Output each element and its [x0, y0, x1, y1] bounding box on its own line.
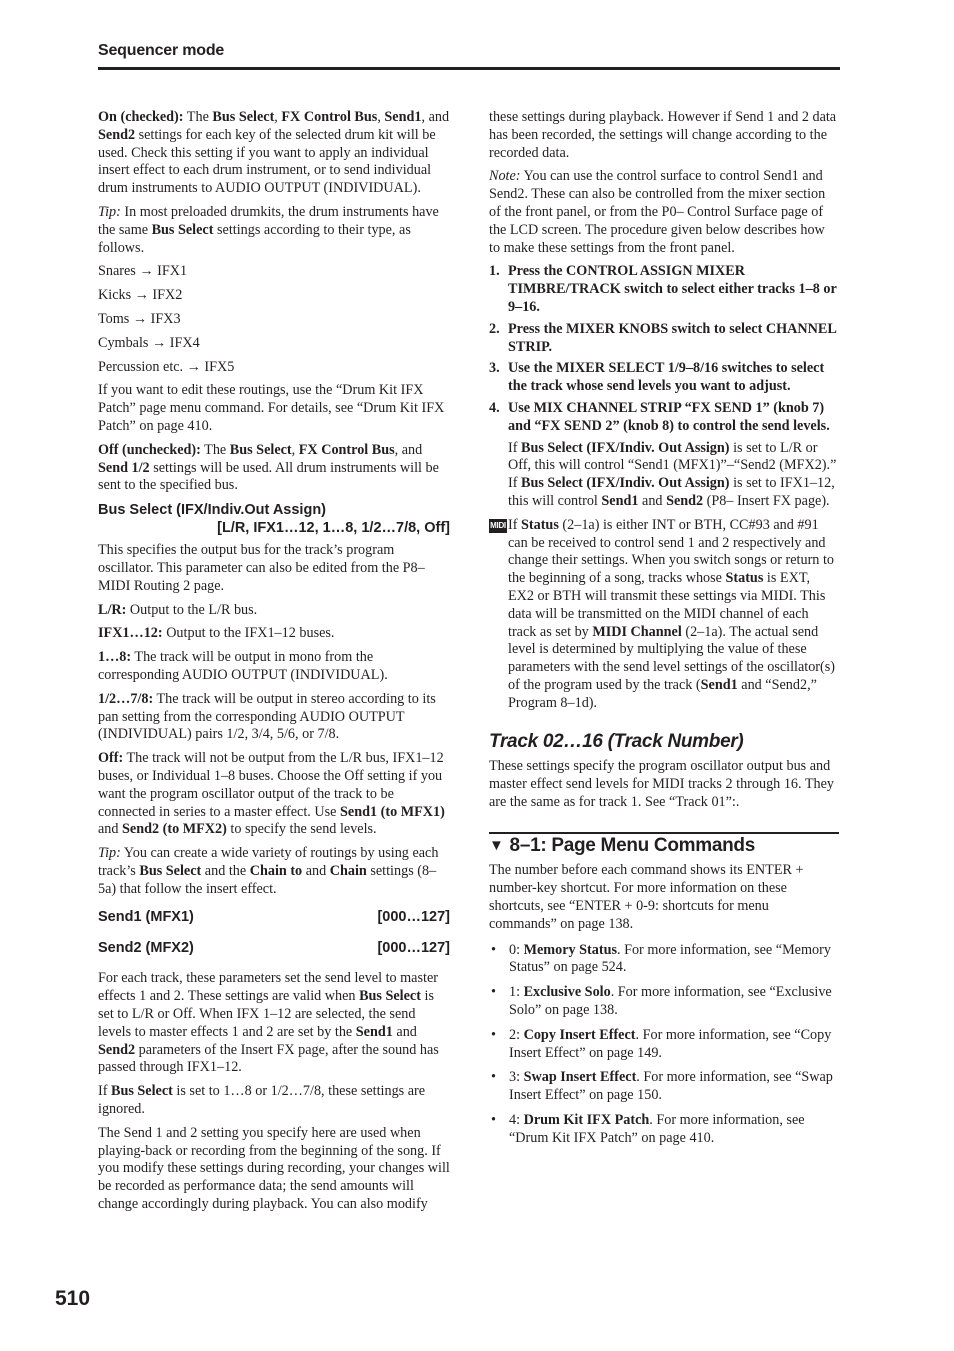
- procedure-step: 3. Use the MIXER SELECT 1/9–8/16 switches to select the track whose send levels you want to adjust.: [489, 360, 825, 395]
- page-number: 510: [55, 1287, 91, 1310]
- track-number-heading: Track 02…16 (Track Number): [489, 730, 744, 752]
- list-item: • 0: Memory Status. For more information, see “Memory Status” on page 524.: [491, 941, 831, 976]
- route-item: Toms → IFX3: [98, 310, 181, 327]
- on-checked-paragraph: On (checked): The Bus Select, FX Control Bus, Send1, and Send2 settings for each key of the selected drum kit will be used. Check this setting if you want to apply an individual insert effect to each drum instrument, or to send individual drum instruments to AUDIO OUTPUT (INDIVIDUAL).: [98, 109, 450, 197]
- track-number-description: These settings specify the program oscillator output bus and master effect send levels for MIDI tracks 2 through 16. They are the same as for track 1. See “Track 01”:.: [489, 758, 834, 810]
- commands-description: The number before each command shows its ENTER + number-key shortcut. For more information on these shortcuts, see “ENTER + 0-9: shortcuts for menu commands” on page 138.: [489, 862, 804, 932]
- page-menu-commands-heading: ▼ 8–1: Page Menu Commands: [489, 832, 839, 855]
- tip-label: Tip:: [98, 203, 121, 220]
- option-lr: L/R: Output to the L/R bus.: [98, 601, 258, 618]
- off-unchecked-paragraph: Off (unchecked): The Bus Select, FX Control Bus, and Send 1/2 settings will be used. All drum instruments will be sent to the specified bus.: [98, 441, 439, 494]
- header-rule: [98, 67, 840, 70]
- left-column: [98, 109, 450, 1220]
- tip-paragraph: Tip: In most preloaded drumkits, the drum instruments have the same Bus Select settings according to their type, as follows.: [98, 203, 439, 256]
- option-off: Off: The track will not be output from the L/R bus, IFX1–12 buses, or Individual 1–8 buses. Choose the Off setting if you want the program oscillator output of the track to be connected in series to a master effect. Use Send1 (to MFX1) and Send2 (to MFX2) to specify the send levels.: [98, 750, 445, 838]
- midi-icon: MIDI: [489, 519, 507, 533]
- option-stereo-pairs: 1/2…7/8: The track will be output in stereo according to its pan setting from the corresponding AUDIO OUTPUT (INDIVIDUAL) pairs 1/2, 3/4, 5/6, or 7/8.: [98, 690, 436, 743]
- send1-range: [000…127]: [377, 909, 450, 926]
- bus-select-heading: Bus Select (IFX/Indiv.Out Assign) [L/R, IFX1…12, 1…8, 1/2…7/8, Off]: [98, 502, 450, 537]
- list-item: • 3: Swap Insert Effect. For more information, see “Swap Insert Effect” on page 150.: [491, 1069, 833, 1104]
- tip-paragraph-2: Tip: You can create a wide variety of routings by using each track’s Bus Select and the Chain to and Chain settings (8–5a) that follow the insert effect.: [98, 845, 439, 897]
- running-header: Sequencer mode: [98, 42, 225, 59]
- procedure-step: 4. Use MIX CHANNEL STRIP “FX SEND 1” (knob 7) and “FX SEND 2” (knob 8) to control the send levels.: [489, 399, 830, 434]
- send1-heading: Send1 (MFX1) [000…127]: [98, 909, 450, 926]
- midi-note: MIDI If Status (2–1a) is either INT or BTH, CC#93 and #91 can be received to control send 1 and 2 respectively and change their settings. When you switch songs or return to the beginning of a song, tracks whose Status is EXT, EX2 or BTH will transmit these settings via MIDI. This data will be transmitted on the MIDI channel of each track as set by MIDI Channel (2–1a). The actual send level is determined by multiplying the value of these parameters with the send level settings of the oscillator(s) of the program used by the track (Send1 and “Send2,” Program 8–1d).: [490, 516, 836, 711]
- bus-select-range: [L/R, IFX1…12, 1…8, 1/2…7/8, Off]: [217, 520, 450, 537]
- right-column: [489, 109, 839, 1155]
- procedure-step: 2. Press the MIXER KNOBS switch to select CHANNEL STRIP.: [489, 320, 837, 355]
- procedure-step: 1. Press the CONTROL ASSIGN MIXER TIMBRE/TRACK switch to select either tracks 1–8 or 9–16.: [489, 263, 837, 315]
- command-list: [489, 942, 839, 1148]
- list-item: • 1: Exclusive Solo. For more information, see “Exclusive Solo” on page 138.: [491, 984, 832, 1019]
- step4-detail: If Bus Select (IFX/Indiv. Out Assign) is set to L/R or Off, this will control “Send1 (MFX1)”–“Send2 (MFX2).” If Bus Select (IFX/Indiv. Out Assign) is set to IFX1–12, this will control Send1 and Send2 (P8– Insert FX page).: [508, 439, 837, 509]
- option-ifx: IFX1…12: Output to the IFX1–12 buses.: [98, 625, 335, 642]
- bus-select-description: This specifies the output bus for the track’s program oscillator. This parameter can also be edited from the P8– MIDI Routing 2 page.: [98, 542, 425, 594]
- note-paragraph: Note: You can use the control surface to control Send1 and Send2. These can also be controlled from the mixer section of the front panel, or from the P0– Control Surface page of the LCD screen. The procedure given below describes how to make these settings from the front panel.: [489, 168, 826, 256]
- route-item: Snares → IFX1: [98, 263, 188, 280]
- route-item: Percussion etc. → IFX5: [98, 358, 235, 375]
- on-checked-label: On (checked):: [98, 109, 184, 125]
- list-item: • 2: Copy Insert Effect. For more information, see “Copy Insert Effect” on page 149.: [491, 1026, 832, 1061]
- send-description: For each track, these parameters set the send level to master effects 1 and 2. These settings are valid when Bus Select is set to L/R or Off. When IFX 1–12 are selected, the send levels to master effects 1 and 2 are set by the Send1 and Send2 parameters of the Insert FX page, after the sound has passed through IFX1–12.: [98, 970, 439, 1076]
- route-item: Cymbals → IFX4: [98, 334, 200, 351]
- triangle-down-icon: ▼: [489, 836, 504, 854]
- playback-paragraph: The Send 1 and 2 setting you specify here are used when playing-back or recording from the beginning of the song. If you modify these settings during recording, your changes will be recorded as performance data; the send amounts will change accordingly during playback. You can also modify: [98, 1124, 450, 1213]
- send2-range: [000…127]: [377, 940, 450, 957]
- ignored-paragraph: If Bus Select is set to 1…8 or 1/2…7/8, these settings are ignored.: [98, 1083, 426, 1118]
- procedure-steps: [489, 263, 839, 435]
- continued-paragraph: these settings during playback. However if Send 1 and 2 data has been recorded, the settings will change according to the recorded data.: [489, 109, 837, 161]
- list-item: • 4: Drum Kit IFX Patch. For more information, see “Drum Kit IFX Patch” on page 410.: [491, 1112, 805, 1146]
- edit-routings-paragraph: If you want to edit these routings, use the “Drum Kit IFX Patch” page menu command. For details, see “Drum Kit IFX Patch” on page 410.: [98, 382, 445, 434]
- option-1-8: 1…8: The track will be output in mono from the corresponding AUDIO OUTPUT (INDIVIDUAL).: [98, 649, 388, 683]
- route-item: Kicks → IFX2: [98, 287, 183, 304]
- send2-heading: Send2 (MFX2) [000…127]: [98, 940, 450, 957]
